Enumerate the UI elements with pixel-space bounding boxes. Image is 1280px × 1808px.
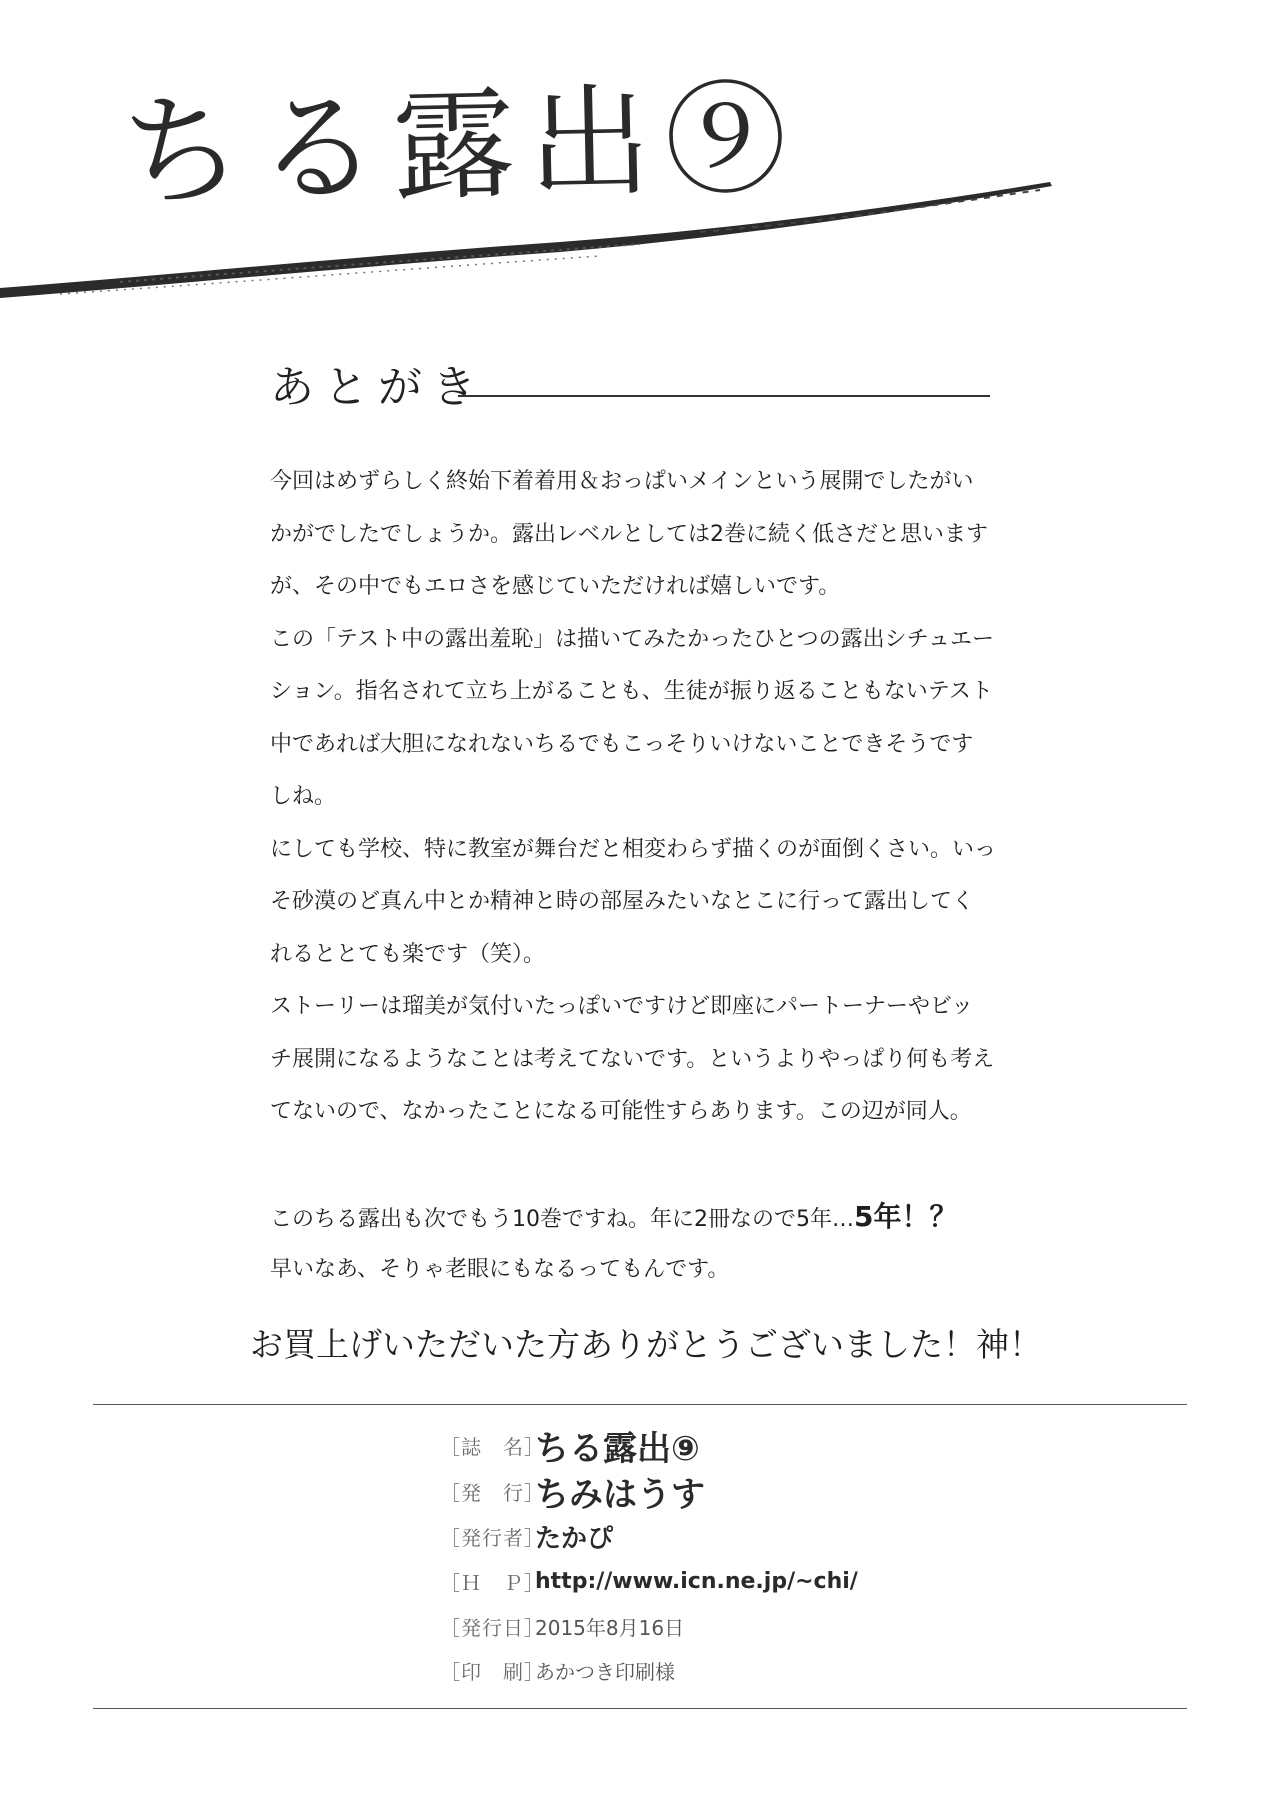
colophon-value: http://www.icn.ne.jp/~chi/ bbox=[535, 1568, 858, 1594]
body-line: かがでしたでしょうか。露出レベルとしては2巻に続く低さだと思います bbox=[270, 521, 988, 547]
thanks-message: お買上げいただいた方ありがとうございました！神！ bbox=[250, 1325, 1042, 1364]
colophon-row-issuer bbox=[440, 1514, 1140, 1558]
body-line: 中であれば大胆になれないちるでもこっそりいけないことできそうです bbox=[270, 731, 974, 757]
colophon-label: ［発行者］ bbox=[440, 1525, 545, 1550]
body-line: にしても学校、特に教室が舞台だと相変わらず描くのが面倒くさい。いっ bbox=[270, 836, 997, 862]
colophon-row-title bbox=[440, 1422, 1140, 1468]
colophon-row-printer bbox=[440, 1648, 1140, 1692]
colophon-label: ［誌 名］ bbox=[440, 1434, 545, 1459]
body-line: 今回はめずらしく終始下着着用＆おっぱいメインという展開でしたがい bbox=[270, 469, 974, 494]
heading-rule bbox=[458, 395, 990, 397]
colophon-row-homepage bbox=[440, 1558, 1140, 1604]
brush-stroke-decoration bbox=[0, 170, 1060, 300]
colophon-label: ［発 行］ bbox=[440, 1480, 545, 1505]
colophon-value: 2015年8月16日 bbox=[535, 1615, 685, 1640]
body-line: が、その中でもエロさを感じていただければ嬉しいです。 bbox=[270, 574, 841, 599]
colophon-rule-top bbox=[93, 1404, 1187, 1405]
colophon-value: ちみはうす bbox=[535, 1474, 705, 1515]
colophon-value: たかぴ bbox=[535, 1523, 614, 1554]
colophon-label: ［Ｈ Ｐ］ bbox=[440, 1570, 545, 1595]
closing-line-emphasis: 5年！？ bbox=[854, 1200, 958, 1233]
body-line: ストーリーは瑠美が気付いたっぽいですけど即座にパートーナーやビッ bbox=[270, 994, 974, 1019]
body-line: そ砂漠のど真ん中とか精神と時の部屋みたいなとこに行って露出してく bbox=[270, 889, 975, 914]
afterword-heading: あとがき bbox=[270, 362, 486, 413]
colophon-rule-bottom bbox=[93, 1708, 1187, 1709]
body-line: 早いなあ、そりゃ老眼にもなるってもんです。 bbox=[270, 1256, 730, 1282]
body-line: しね。 bbox=[270, 784, 337, 809]
body-line: ション。指名されて立ち上がることも、生徒が振り返ることもないテスト bbox=[270, 679, 993, 704]
body-line: この「テスト中の露出羞恥」は描いてみたかったひとつの露出シチュエー bbox=[270, 626, 995, 652]
body-line: チ展開になるようなことは考えてないです。というよりやっぱり何も考え bbox=[270, 1046, 995, 1072]
closing-line-text: このちる露出も次でもう10巻ですね。年に2冊なので5年… bbox=[270, 1207, 854, 1232]
paragraph-gap bbox=[270, 1139, 1010, 1192]
colophon-row-date bbox=[440, 1604, 1140, 1648]
colophon bbox=[440, 1422, 1140, 1692]
body-line bbox=[270, 1191, 1010, 1244]
colophon-label: ［発行日］ bbox=[440, 1615, 545, 1640]
body-line: てないので、なかったことになる可能性すらあります。この辺が同人。 bbox=[270, 1099, 972, 1124]
afterword-body bbox=[270, 456, 1010, 1296]
colophon-label: ［印 刷］ bbox=[440, 1659, 545, 1684]
colophon-value: ちる露出⑨ bbox=[535, 1428, 700, 1469]
book-title: ちる露出⑨ bbox=[119, 67, 803, 224]
colophon-value: あかつき印刷様 bbox=[535, 1659, 675, 1684]
colophon-row-publisher bbox=[440, 1468, 1140, 1514]
body-line: れるととても楽です（笑）。 bbox=[270, 941, 546, 967]
